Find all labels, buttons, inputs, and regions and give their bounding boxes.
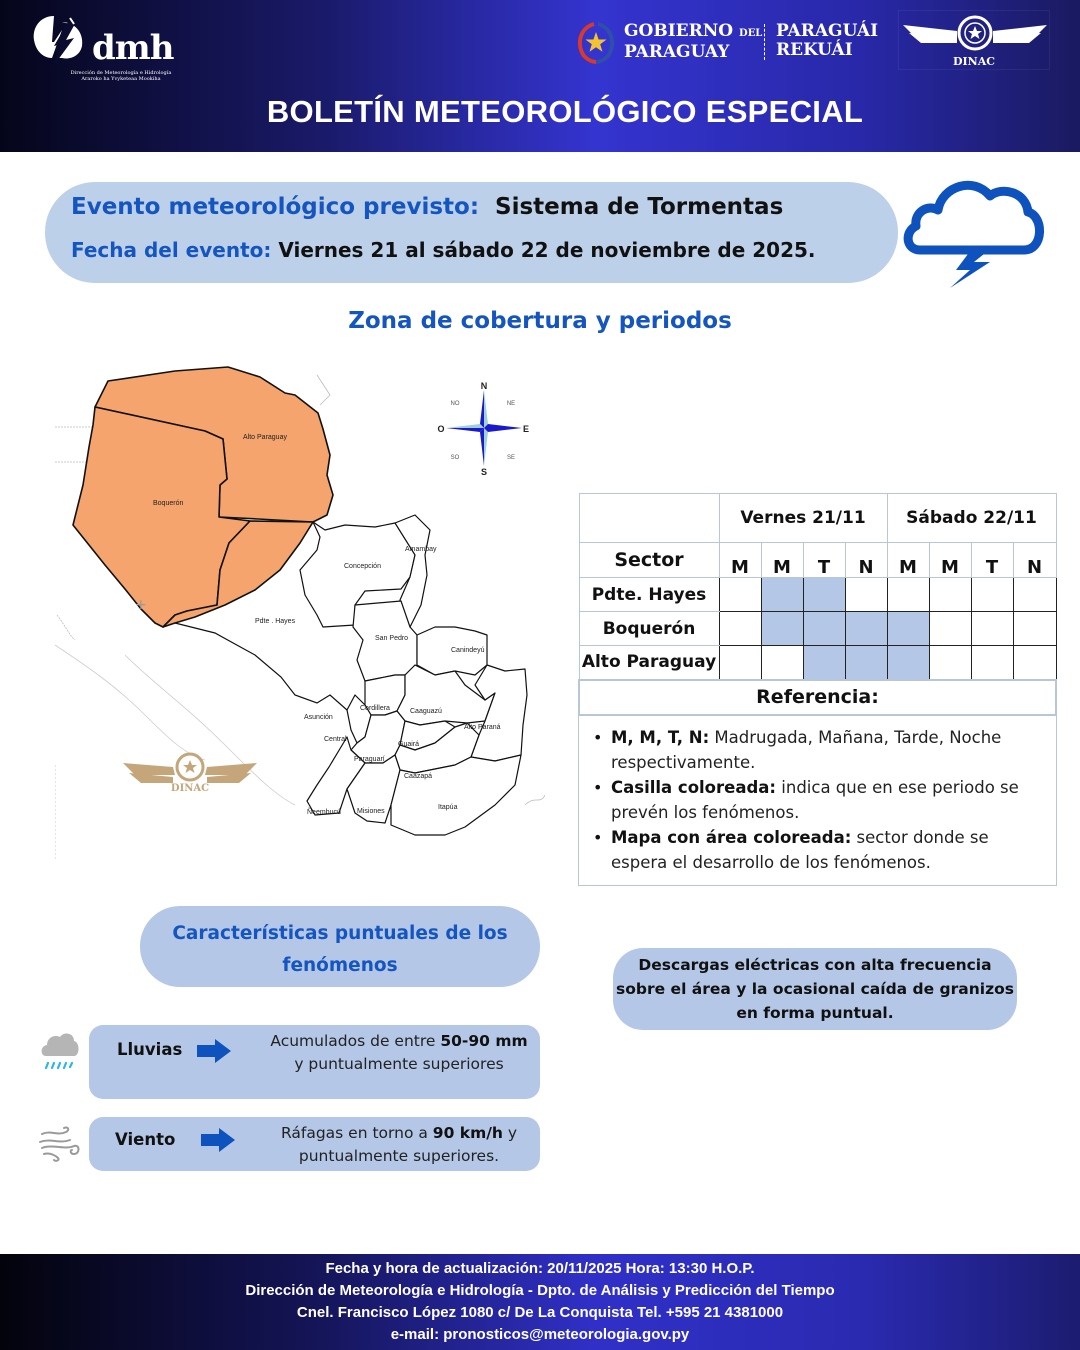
event-date-line [71, 238, 816, 262]
legend-term: Casilla coloreada: [611, 778, 777, 797]
legend-text: indica que en ese periodo se prevén los fenómenos. [611, 778, 1019, 822]
map-label-pdte-hayes: Pdte . Hayes [255, 618, 296, 625]
map-label-central: Central [324, 736, 347, 743]
event-type-label: Evento meteorológico previsto: [71, 194, 480, 220]
map-label-neembucu: Ñeembucú [307, 809, 341, 816]
logo-separator [764, 24, 765, 60]
footer-address: Cnel. Francisco López 1080 c/ De La Conquista Tel. +595 21 4381000 [296, 1304, 784, 1321]
dinac-watermark-label: DINAC [170, 783, 210, 794]
period-cell-active [761, 612, 803, 646]
table-row [579, 612, 1056, 646]
argentina-border-line [55, 645, 205, 760]
footer [0, 1254, 1080, 1350]
gobierno-word: GOBIERNO [624, 21, 734, 41]
period-cell-active [803, 646, 845, 680]
event-date-label: Fecha del evento: [71, 238, 272, 262]
wind-characteristic-row [89, 1117, 540, 1171]
period-cell [719, 612, 761, 646]
dmh-logo-text: dmh [92, 28, 174, 68]
period-cell-active [845, 612, 887, 646]
legend-item [593, 775, 1042, 825]
legend-term: M, M, T, N: [611, 728, 710, 747]
period-cell [719, 578, 761, 612]
map-label-paraguari: Paraguarí [354, 756, 385, 763]
crosshair-marker: + [135, 597, 147, 613]
period-cell [845, 578, 887, 612]
gobierno-paraguay-logo [574, 20, 884, 64]
sector-cell: Boquerón [579, 612, 719, 646]
storm-cloud-icon [898, 168, 1050, 290]
map-label-concepcion: Concepción [344, 563, 381, 570]
electrical-discharge-note: Descargas eléctricas con alta frecuencia sobre el área y la ocasional caída de granizos en forma puntual. [613, 948, 1017, 1030]
dmh-subtitle-line2: Araroko ha Yvyketeaa Mookiha [81, 76, 161, 82]
legend-text: Madrugada, Mañana, Tarde, Noche respectivamente. [611, 728, 1002, 772]
legend-text: sector donde se espera el desarrollo de los fenómenos. [611, 828, 989, 872]
day-header-friday: Vernes 21/11 [719, 494, 887, 543]
period-cell-active [761, 578, 803, 612]
slot-header: T [803, 543, 845, 578]
wind-desc-text: Ráfagas en torno a [280, 1124, 433, 1142]
wind-desc-value: 90 km/h [432, 1124, 503, 1142]
table-row [579, 578, 1056, 612]
period-cell [971, 578, 1013, 612]
period-cell [971, 646, 1013, 680]
dinac-watermark [123, 754, 257, 794]
coverage-title: Zona de cobertura y periodos [348, 308, 732, 334]
event-type-line [71, 194, 783, 220]
period-cell [929, 646, 971, 680]
map-label-canindeyu: Canindeyú [451, 647, 485, 654]
wind-description [259, 1122, 539, 1168]
slot-header: N [845, 543, 887, 578]
rekuai-word: REKUÁI [776, 40, 853, 60]
period-cell [887, 578, 929, 612]
map-label-alto-paraguay: Alto Paraguay [243, 434, 287, 441]
footer-email[interactable]: e-mail: pronosticos@meteorologia.gov.py [390, 1326, 690, 1343]
period-cell [1013, 578, 1056, 612]
dinac-wings-icon [899, 11, 1051, 55]
period-table [578, 493, 1057, 716]
rain-desc-text: Acumulados de entre [270, 1032, 441, 1050]
compass-no: NO [450, 401, 460, 407]
footer-department: Dirección de Meteorología e Hidrología - Dpto. de Análisis y Predicción del Tiempo [245, 1282, 835, 1299]
department-outlines [300, 515, 527, 835]
dmh-logo-subtitle [66, 70, 176, 82]
reference-title: Referencia: [579, 680, 1056, 715]
paraguay-word: PARAGUAY [624, 42, 730, 62]
dinac-logo [898, 10, 1050, 70]
reference-legend [578, 713, 1057, 886]
event-summary-pill [45, 182, 898, 283]
sector-cell: Pdte. Hayes [579, 578, 719, 612]
period-cell [719, 646, 761, 680]
highlighted-region [73, 367, 333, 627]
map-label-misiones: Misiones [357, 808, 385, 815]
period-cell [971, 612, 1013, 646]
map-label-amambay: Amambay [405, 546, 437, 553]
map-label-caazapa: Caazapá [404, 773, 433, 780]
compass-o: O [437, 424, 445, 434]
sector-cell: Alto Paraguay [579, 646, 719, 680]
dmh-lightning-logo-icon [32, 12, 96, 68]
compass-se: SE [506, 455, 516, 461]
period-cell-active [803, 578, 845, 612]
period-cell-active [803, 612, 845, 646]
wind-icon [38, 1124, 82, 1162]
compass-e: E [522, 424, 530, 434]
slot-header: M [719, 543, 761, 578]
table-corner-cell [579, 494, 719, 543]
map-label-itapua: Itapúa [438, 804, 458, 811]
compass-rose-icon [436, 380, 536, 476]
paraguai-rekuai-text [776, 22, 878, 60]
slot-header: M [761, 543, 803, 578]
rain-label: Lluvias [117, 1040, 183, 1059]
slot-header: T [971, 543, 1013, 578]
sector-header: Sector [579, 543, 719, 578]
legend-term: Mapa con área coloreada: [611, 828, 852, 847]
dmh-subtitle-line1: Dirección de Meteorología e Hidrología [70, 70, 172, 76]
map-label-caaguazu: Caaguazú [410, 708, 442, 715]
slot-header: M [929, 543, 971, 578]
compass-so: SO [450, 455, 460, 461]
period-cell [1013, 612, 1056, 646]
characteristics-title: Características puntuales de los fenómenos [140, 906, 540, 987]
legend-item [593, 725, 1042, 775]
gobierno-text [624, 22, 762, 62]
event-type-value: Sistema de Tormentas [495, 194, 784, 220]
table-row [579, 646, 1056, 680]
rain-desc-value: 50-90 mm [440, 1032, 528, 1050]
rain-desc-text-end: y puntualmente superiores [294, 1055, 504, 1073]
map-label-alto-parana: Alto Paraná [464, 724, 501, 731]
del-word: DEL [739, 28, 763, 39]
map-label-cordillera: Cordillera [360, 705, 390, 712]
map-label-asuncion: Asunción [304, 714, 333, 721]
header-banner [0, 0, 1080, 152]
wind-label: Viento [115, 1130, 176, 1149]
rain-cloud-icon [40, 1030, 80, 1074]
arrow-right-icon [201, 1128, 235, 1152]
legend-item [593, 825, 1042, 875]
slot-header: M [887, 543, 929, 578]
wind-desc-text-end: y puntualmente superiores. [298, 1124, 518, 1165]
update-timestamp: Fecha y hora de actualización: 20/11/2025 Hora: 13:30 H.O.P. [325, 1260, 755, 1277]
paraguay-emblem-icon [574, 20, 618, 64]
map-label-san-pedro: San Pedro [375, 635, 409, 642]
period-cell-active [887, 612, 929, 646]
paraguai-word: PARAGUÁI [776, 21, 879, 41]
period-cell [761, 646, 803, 680]
rain-characteristic-row [89, 1025, 540, 1099]
compass-ne: NE [506, 401, 516, 407]
period-cell [1013, 646, 1056, 680]
period-cell-active [887, 646, 929, 680]
arrow-right-icon [197, 1039, 231, 1063]
slot-header: N [1013, 543, 1056, 578]
period-cell [929, 578, 971, 612]
compass-n: N [480, 381, 488, 391]
map-label-guaira: Guairá [398, 741, 420, 748]
dinac-label: DINAC [952, 55, 996, 68]
dmh-logo [32, 12, 182, 82]
map-label-boqueron: Boquerón [153, 500, 184, 507]
page-title: BOLETÍN METEOROLÓGICO ESPECIAL [266, 94, 864, 129]
rain-description [269, 1030, 529, 1076]
compass-s: S [480, 467, 488, 476]
period-cell [929, 612, 971, 646]
event-date-value: Viernes 21 al sábado 22 de noviembre de 2025. [278, 238, 816, 262]
day-header-saturday: Sábado 22/11 [887, 494, 1056, 543]
period-cell-active [845, 646, 887, 680]
